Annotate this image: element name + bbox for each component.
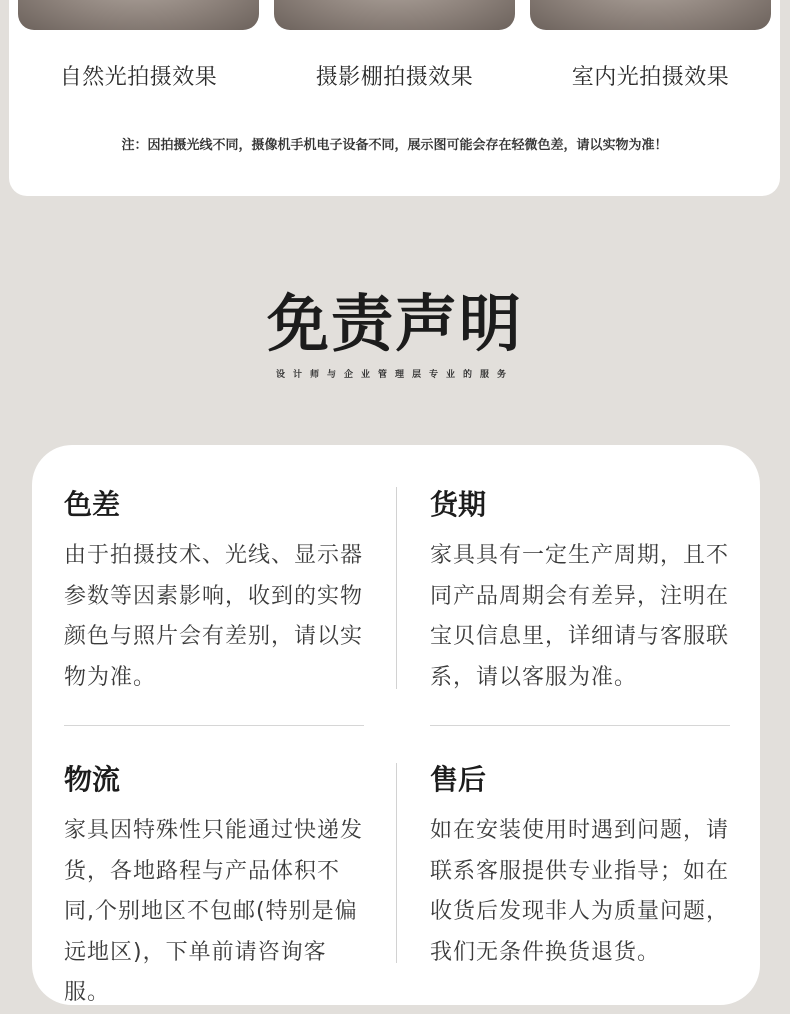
natural-light-photo [18, 0, 259, 30]
column-divider [396, 763, 397, 963]
indoor-light-caption: 室内光拍摄效果 [571, 65, 730, 90]
studio-photo [274, 0, 515, 30]
natural-light-caption: 自然光拍摄效果 [59, 65, 218, 90]
color-difference-title: 色差 [64, 488, 121, 521]
row-divider [64, 725, 364, 726]
logistics-text: 家具因特殊性只能通过快递发货，各地路程与产品体积不同,个别地区不包邮(特别是偏远地区)，下单前请咨询客服。 [64, 818, 364, 1005]
disclaimer-subtitle: 设计师与企业管理层专业的服务 [275, 370, 514, 380]
color-difference-text: 由于拍摄技术、光线、显示器参数等因素影响，收到的实物颜色与照片会有差别，请以实物为准。 [64, 543, 364, 690]
logistics-title: 物流 [64, 763, 121, 796]
after-sales-title: 售后 [430, 763, 487, 796]
disclaimer-card [32, 445, 760, 1005]
lead-time-text: 家具具有一定生产周期，且不同产品周期会有差异，注明在宝贝信息里，详细请与客服联系，请以客服为准。 [430, 543, 730, 690]
photo-comparison-card [9, 0, 780, 196]
after-sales-text: 如在安装使用时遇到问题，请联系客服提供专业指导；如在收货后发现非人为质量问题，我们无条件换货退货。 [430, 818, 730, 965]
color-difference-note: 注：因拍摄光线不同，摄像机手机电子设备不同，展示图可能会存在轻微色差，请以实物为准！ [121, 138, 668, 153]
indoor-light-photo [530, 0, 771, 30]
studio-caption: 摄影棚拍摄效果 [315, 65, 474, 90]
column-divider [396, 487, 397, 689]
row-divider [430, 725, 730, 726]
disclaimer-title: 免责声明 [266, 287, 523, 360]
lead-time-title: 货期 [430, 488, 487, 521]
